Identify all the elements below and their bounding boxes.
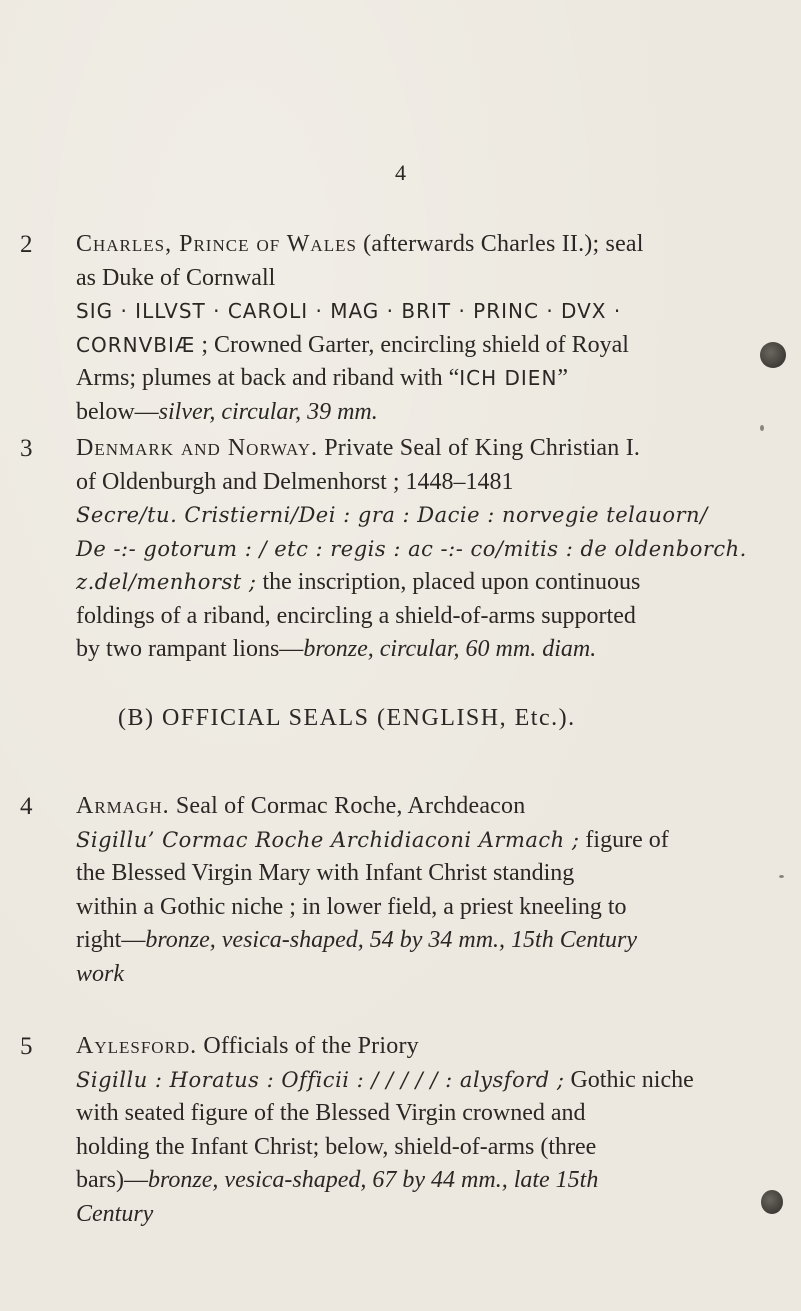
entry-heading-line [76, 432, 790, 466]
paper-speck [760, 425, 764, 431]
entry-text: by two rampant lions— [76, 636, 304, 662]
entry-heading: Denmark and Norway. [76, 435, 318, 461]
motto: ICH DIEN [459, 366, 558, 390]
entry-text: figure of [579, 826, 669, 853]
entry-heading: Aylesford. [76, 1033, 198, 1059]
entry-heading-line [76, 228, 790, 262]
entry-line: of Oldenburgh and Delmenhorst ; 1448–1481 [76, 468, 514, 495]
entry-line [76, 633, 790, 667]
entry-line: the Blessed Virgin Mary with Infant Christ standing [76, 860, 575, 886]
entry-text: ; Crowned Garter, encircling shield of Royal [195, 331, 629, 358]
entry-heading-line [76, 1030, 790, 1064]
entry-line: foldings of a riband, encircling a shield-of-arms supported [76, 602, 636, 629]
seal-inscription: Secre/tu. Cristierni/Dei : gra : Dacie : norvegie telauorn/ [76, 503, 708, 527]
seal-inscription: Sigillu’ Cormac Roche Archidiaconi Armach ; [76, 827, 580, 852]
paper-speck [779, 875, 784, 878]
entry-text: the inscription, placed upon continuous [256, 569, 641, 595]
catalogue-entry-5 [20, 1030, 790, 1240]
seal-legend-line [76, 295, 790, 329]
material-description: bronze, vesica-shaped, 54 by 34 mm., 15th Century [145, 927, 638, 953]
entry-heading-rest: (afterwards Charles II.); seal [356, 231, 644, 257]
ink-blot-mark [760, 342, 786, 368]
catalogue-entry-4 [20, 790, 790, 1000]
seal-inscription: z.del/menhorst ; [76, 570, 257, 594]
entry-number: 3 [20, 435, 33, 462]
entry-text: Gothic niche [564, 1066, 694, 1093]
section-heading: (B) OFFICIAL SEALS (ENGLISH, Etc.). [118, 705, 576, 731]
entry-line: within a Gothic niche ; in lower field, a priest kneeling to [76, 893, 627, 920]
entry-heading-rest: Private Seal of King Christian I. [318, 435, 641, 461]
entry-number: 5 [20, 1033, 33, 1060]
entry-line [76, 1164, 790, 1198]
entry-number: 2 [20, 231, 33, 258]
entry-text: ” [557, 365, 569, 391]
material-description: silver, circular, 39 mm. [158, 398, 378, 425]
entry-body [76, 228, 790, 429]
entry-heading-line [76, 790, 790, 824]
entry-line [76, 329, 790, 363]
entry-heading: Charles, Prince of Wales [76, 231, 357, 257]
entry-line [76, 566, 790, 600]
entry-line: with seated figure of the Blessed Virgin crowned and [76, 1100, 586, 1126]
catalogue-entry-2 [20, 228, 790, 425]
entry-text: right— [76, 927, 146, 953]
entry-heading: Armagh. [76, 793, 170, 819]
ink-blot-mark [761, 1190, 783, 1214]
entry-line: as Duke of Cornwall [76, 264, 276, 291]
page-number: 4 [395, 160, 406, 185]
entry-body [76, 1030, 790, 1231]
seal-inscription: Sigillu : Horatus : Officii : / / / / / : alysford ; [76, 1067, 565, 1092]
seal-legend: SIG · ILLVST · CAROLI · MAG · BRIT · PRINC · DVX · [76, 299, 622, 323]
entry-number: 4 [20, 793, 33, 820]
catalogue-entry-3 [20, 432, 790, 672]
material-description: Century [76, 1200, 154, 1227]
entry-text: below— [76, 398, 159, 425]
entry-text: bars)— [76, 1167, 148, 1193]
entry-text: Arms; plumes at back and riband with “ [76, 365, 460, 391]
entry-line [76, 1064, 790, 1098]
entry-heading-rest: Seal of Cormac Roche, Archdeacon [169, 793, 526, 819]
entry-line [76, 362, 790, 396]
entry-line [76, 924, 790, 958]
seal-legend: CORNVBIÆ [76, 332, 196, 357]
seal-inscription: De -:- gotorum : / etc : regis : ac -:- co/mitis : de oldenborch. [76, 536, 747, 561]
entry-body [76, 432, 790, 667]
entry-line [76, 396, 790, 430]
entry-heading-rest: Officials of the Priory [197, 1033, 419, 1059]
material-description: work [76, 960, 124, 987]
entry-line [76, 824, 790, 858]
entry-line: holding the Infant Christ; below, shield-of-arms (three [76, 1133, 597, 1160]
material-description: bronze, vesica-shaped, 67 by 44 mm., late 15th [147, 1167, 599, 1193]
entry-body [76, 790, 790, 991]
material-description: bronze, circular, 60 mm. diam. [303, 636, 597, 662]
